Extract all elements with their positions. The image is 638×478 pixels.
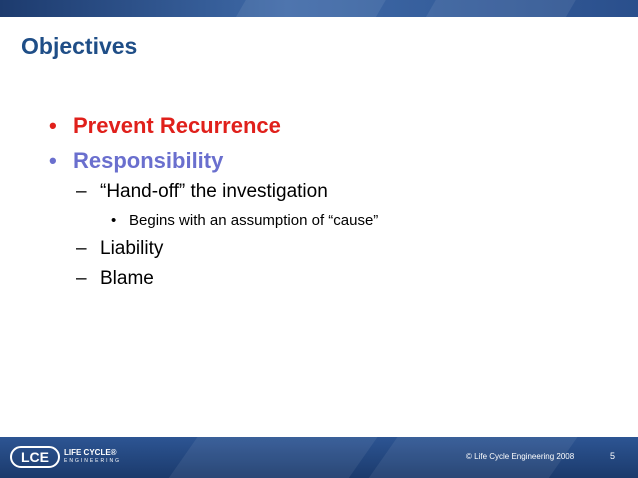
logo-wordmark	[64, 448, 121, 465]
bullet-text: Prevent Recurrence	[73, 113, 281, 138]
dash-marker: –	[76, 268, 87, 289]
footer-band	[0, 437, 638, 478]
top-decorative-band	[0, 0, 638, 17]
sub-item-text: “Hand-off” the investigation	[100, 181, 328, 202]
slide-title: Objectives	[21, 33, 138, 59]
sub-item-liability	[76, 238, 163, 260]
sub-item-text: Liability	[100, 238, 164, 259]
bullet-marker: •	[49, 148, 57, 173]
bullet-prevent-recurrence	[49, 113, 281, 139]
sub-item-hand-off	[76, 181, 328, 203]
copyright-text: © Life Cycle Engineering 2008	[466, 452, 575, 461]
sub-sub-item-text: Begins with an assumption of “cause”	[129, 212, 379, 229]
page-number: 5	[610, 451, 616, 461]
bullet-marker: •	[111, 212, 117, 229]
bullet-text: Responsibility	[73, 148, 224, 173]
bullet-responsibility	[49, 148, 223, 174]
dash-marker: –	[76, 238, 87, 259]
sub-sub-item-begins	[111, 212, 378, 229]
logo-letters: LCE	[21, 449, 49, 465]
logo-line1: LIFE CYCLE®	[64, 448, 117, 457]
sub-item-text: Blame	[100, 268, 154, 289]
bullet-marker: •	[49, 113, 57, 138]
logo-line2: ENGINEERING	[64, 458, 122, 464]
company-logo	[10, 446, 60, 468]
dash-marker: –	[76, 181, 87, 202]
sub-item-blame	[76, 268, 154, 290]
